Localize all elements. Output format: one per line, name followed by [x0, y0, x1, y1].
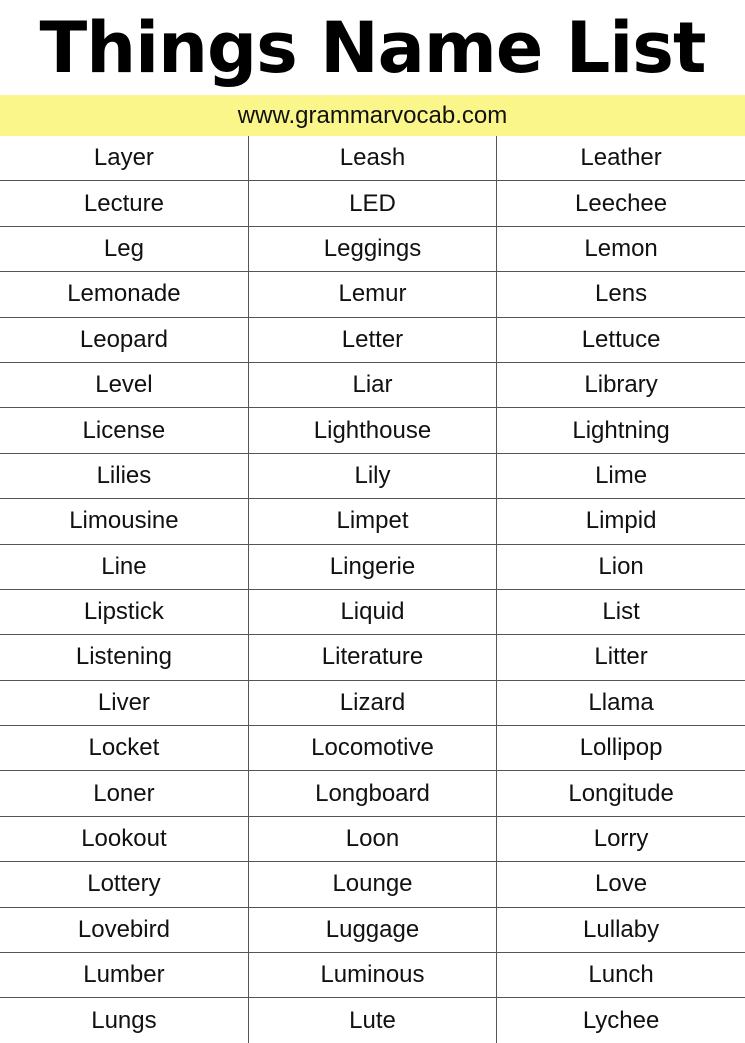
- table-row: [0, 726, 745, 771]
- word-cell: Lute: [248, 998, 496, 1043]
- word-cell: Lens: [497, 272, 745, 317]
- table-row: [0, 226, 745, 271]
- table-row: [0, 453, 745, 498]
- word-cell: License: [0, 408, 248, 453]
- table-row: [0, 362, 745, 407]
- word-cell: Layer: [0, 136, 248, 181]
- word-cell: Luggage: [248, 907, 496, 952]
- word-cell: Lighthouse: [248, 408, 496, 453]
- word-cell: Lime: [497, 453, 745, 498]
- table-row: [0, 408, 745, 453]
- word-cell: Lovebird: [0, 907, 248, 952]
- word-cell: LED: [248, 181, 496, 226]
- table-row: [0, 953, 745, 998]
- website-url-banner: [0, 95, 745, 136]
- word-table-body: [0, 136, 745, 1043]
- word-cell: Letter: [248, 317, 496, 362]
- word-cell: Litter: [497, 635, 745, 680]
- word-cell: Leg: [0, 226, 248, 271]
- word-cell: Lumber: [0, 953, 248, 998]
- table-row: [0, 771, 745, 816]
- table-row: [0, 181, 745, 226]
- word-cell: Longboard: [248, 771, 496, 816]
- table-row: [0, 499, 745, 544]
- word-cell: Limousine: [0, 499, 248, 544]
- word-cell: Lemonade: [0, 272, 248, 317]
- word-cell: Library: [497, 362, 745, 407]
- word-cell: Lorry: [497, 816, 745, 861]
- table-row: [0, 317, 745, 362]
- website-url: www.grammarvocab.com: [237, 101, 508, 129]
- word-cell: Lullaby: [497, 907, 745, 952]
- table-row: [0, 862, 745, 907]
- table-row: [0, 816, 745, 861]
- word-cell: Limpet: [248, 499, 496, 544]
- word-cell: Locomotive: [248, 726, 496, 771]
- word-cell: Leechee: [497, 181, 745, 226]
- word-cell: Lunch: [497, 953, 745, 998]
- table-row: [0, 589, 745, 634]
- word-cell: Lily: [248, 453, 496, 498]
- word-cell: Leopard: [0, 317, 248, 362]
- word-cell: Luminous: [248, 953, 496, 998]
- word-cell: Loon: [248, 816, 496, 861]
- word-cell: List: [497, 589, 745, 634]
- table-row: [0, 544, 745, 589]
- word-cell: Line: [0, 544, 248, 589]
- word-cell: Lychee: [582, 1006, 660, 1034]
- word-cell: Leash: [248, 136, 496, 181]
- word-cell: Lounge: [248, 862, 496, 907]
- word-cell: Longitude: [497, 771, 745, 816]
- word-cell: Loner: [0, 771, 248, 816]
- word-cell: Limpid: [497, 499, 745, 544]
- word-cell: Listening: [0, 635, 248, 680]
- word-cell: Liquid: [248, 589, 496, 634]
- word-cell: Lizard: [248, 680, 496, 725]
- word-cell: Liver: [0, 680, 248, 725]
- word-cell: Literature: [248, 635, 496, 680]
- table-row: [0, 136, 745, 181]
- word-cell: Locket: [0, 726, 248, 771]
- word-cell: Level: [0, 362, 248, 407]
- word-cell: Lemon: [497, 226, 745, 271]
- word-cell: Lipstick: [0, 589, 248, 634]
- word-cell: Lion: [497, 544, 745, 589]
- word-cell: Lungs: [0, 998, 248, 1043]
- table-row: [0, 635, 745, 680]
- word-cell: Lottery: [0, 862, 248, 907]
- word-cell: Lingerie: [248, 544, 496, 589]
- word-table: [0, 136, 745, 1043]
- word-cell: Leggings: [248, 226, 496, 271]
- table-row: [0, 272, 745, 317]
- table-row: [0, 680, 745, 725]
- word-cell: Lemur: [248, 272, 496, 317]
- word-cell: Lollipop: [497, 726, 745, 771]
- word-cell: Lightning: [497, 408, 745, 453]
- word-cell: Lookout: [0, 816, 248, 861]
- word-cell: Lecture: [0, 181, 248, 226]
- word-cell: Leather: [497, 136, 745, 181]
- word-cell: Lilies: [0, 453, 248, 498]
- page-title: Things Name List: [39, 6, 706, 89]
- word-cell: Liar: [248, 362, 496, 407]
- table-row: [0, 998, 745, 1043]
- word-cell: Llama: [497, 680, 745, 725]
- table-row: [0, 907, 745, 952]
- word-cell: Lettuce: [497, 317, 745, 362]
- word-cell: Love: [497, 862, 745, 907]
